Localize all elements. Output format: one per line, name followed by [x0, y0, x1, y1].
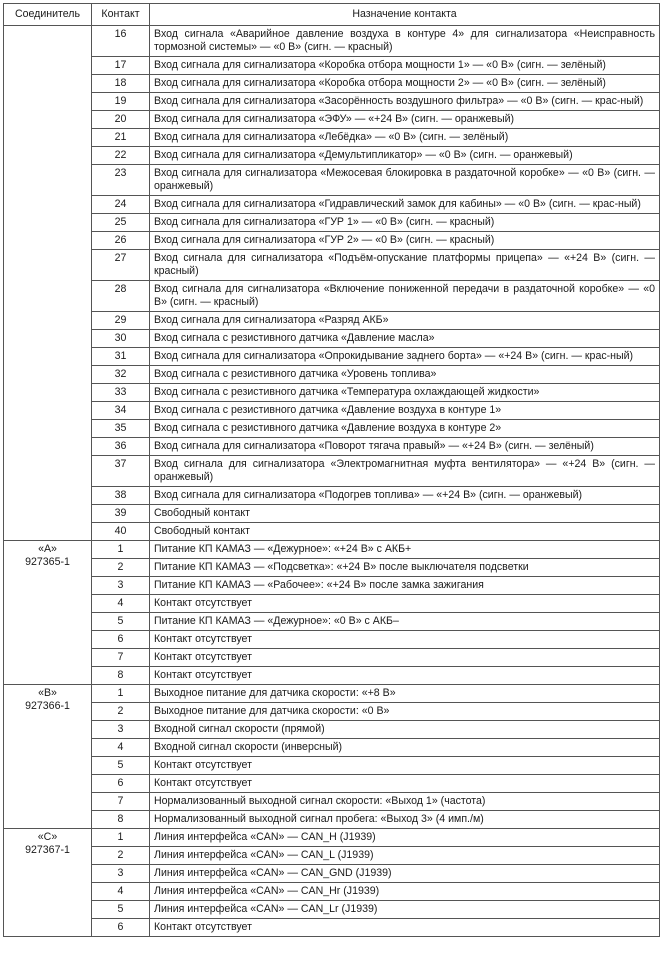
contact-number: 4 — [92, 595, 150, 613]
contact-purpose: Нормализованный выходной сигнал скорости: «Выход 1» (частота) — [150, 793, 660, 811]
table-row — [4, 330, 660, 348]
table-row — [4, 505, 660, 523]
contact-purpose: Входной сигнал скорости (прямой) — [150, 721, 660, 739]
table-row — [4, 775, 660, 793]
contact-purpose: Контакт отсутствует — [150, 649, 660, 667]
table-row — [4, 147, 660, 165]
contact-purpose: Питание КП КАМАЗ — «Подсветка»: «+24 В» после выключателя подсветки — [150, 559, 660, 577]
table-row — [4, 75, 660, 93]
contact-number: 6 — [92, 631, 150, 649]
contact-purpose: Вход сигнала для сигнализатора «ГУР 2» — «0 В» (сигн. — красный) — [150, 232, 660, 250]
table-row — [4, 811, 660, 829]
table-row — [4, 577, 660, 595]
header-purpose: Назначение контакта — [150, 4, 660, 26]
table-row — [4, 384, 660, 402]
table-row — [4, 685, 660, 703]
contact-purpose: Вход сигнала для сигнализатора «Поворот тягача правый» — «+24 В» (сигн. — зелёный) — [150, 438, 660, 456]
contact-purpose: Вход сигнала для сигнализатора «Засорённость воздушного фильтра» — «0 В» (сигн. — крас-ный) — [150, 93, 660, 111]
header-row — [4, 4, 660, 26]
contact-number: 35 — [92, 420, 150, 438]
contact-number: 3 — [92, 721, 150, 739]
contact-number: 28 — [92, 281, 150, 312]
contact-purpose: Свободный контакт — [150, 505, 660, 523]
contact-number: 29 — [92, 312, 150, 330]
contact-number: 8 — [92, 667, 150, 685]
contact-number: 36 — [92, 438, 150, 456]
contact-purpose: Линия интерфейса «CAN» — CAN_L (J1939) — [150, 847, 660, 865]
table-row — [4, 739, 660, 757]
table-row — [4, 281, 660, 312]
contact-number: 2 — [92, 703, 150, 721]
table-row — [4, 93, 660, 111]
contact-number: 3 — [92, 865, 150, 883]
table-row — [4, 402, 660, 420]
contact-number: 26 — [92, 232, 150, 250]
table-row — [4, 793, 660, 811]
contact-number: 17 — [92, 57, 150, 75]
table-row — [4, 250, 660, 281]
contact-number: 27 — [92, 250, 150, 281]
table-row — [4, 348, 660, 366]
contact-purpose: Выходное питание для датчика скорости: «+8 В» — [150, 685, 660, 703]
contact-purpose: Нормализованный выходной сигнал пробега: «Выход 3» (4 имп./м) — [150, 811, 660, 829]
table-row — [4, 196, 660, 214]
table-row — [4, 523, 660, 541]
table-row — [4, 919, 660, 937]
contact-purpose: Свободный контакт — [150, 523, 660, 541]
contact-number: 23 — [92, 165, 150, 196]
contact-purpose: Вход сигнала для сигнализатора «Коробка отбора мощности 2» — «0 В» (сигн. — зелёный) — [150, 75, 660, 93]
contact-number: 31 — [92, 348, 150, 366]
contact-purpose: Вход сигнала с резистивного датчика «Давление воздуха в контуре 1» — [150, 402, 660, 420]
contact-number: 2 — [92, 559, 150, 577]
table-row — [4, 541, 660, 559]
connector-cell — [4, 541, 92, 685]
table-row — [4, 366, 660, 384]
contact-purpose: Вход сигнала для сигнализатора «Электромагнитная муфта вентилятора» — «+24 В» (сигн. — оранжевый) — [150, 456, 660, 487]
contact-purpose: Контакт отсутствует — [150, 595, 660, 613]
table-row — [4, 829, 660, 847]
table-row — [4, 129, 660, 147]
table-row — [4, 703, 660, 721]
contact-purpose: Входной сигнал скорости (инверсный) — [150, 739, 660, 757]
pin-assignment-table — [3, 3, 660, 937]
table-row — [4, 667, 660, 685]
contact-number: 34 — [92, 402, 150, 420]
table-row — [4, 559, 660, 577]
table-row — [4, 487, 660, 505]
table-row — [4, 57, 660, 75]
table-row — [4, 214, 660, 232]
contact-purpose: Контакт отсутствует — [150, 667, 660, 685]
table-row — [4, 901, 660, 919]
contact-purpose: Вход сигнала для сигнализатора «ГУР 1» — «0 В» (сигн. — красный) — [150, 214, 660, 232]
contact-number: 33 — [92, 384, 150, 402]
contact-purpose: Контакт отсутствует — [150, 775, 660, 793]
contact-number: 2 — [92, 847, 150, 865]
connector-cell — [4, 26, 92, 541]
contact-number: 30 — [92, 330, 150, 348]
contact-number: 4 — [92, 739, 150, 757]
contact-purpose: Линия интерфейса «CAN» — CAN_Hr (J1939) — [150, 883, 660, 901]
contact-purpose: Вход сигнала для сигнализатора «Включение пониженной передачи в раздаточной коробке» — «0 В» (сигн. — красный) — [150, 281, 660, 312]
connector-label: «А» — [38, 543, 57, 555]
contact-number: 37 — [92, 456, 150, 487]
contact-number: 1 — [92, 541, 150, 559]
connector-label: «В» — [38, 687, 57, 699]
table-row — [4, 420, 660, 438]
contact-number: 38 — [92, 487, 150, 505]
table-body — [4, 26, 660, 937]
contact-purpose: Линия интерфейса «CAN» — CAN_GND (J1939) — [150, 865, 660, 883]
contact-purpose: Вход сигнала для сигнализатора «ЭФУ» — «+24 В» (сигн. — оранжевый) — [150, 111, 660, 129]
contact-purpose: Вход сигнала с резистивного датчика «Температура охлаждающей жидкости» — [150, 384, 660, 402]
contact-purpose: Питание КП КАМАЗ — «Дежурное»: «+24 В» с АКБ+ — [150, 541, 660, 559]
table-row — [4, 456, 660, 487]
contact-number: 8 — [92, 811, 150, 829]
header-contact: Контакт — [92, 4, 150, 26]
contact-number: 19 — [92, 93, 150, 111]
table-row — [4, 883, 660, 901]
contact-purpose: Вход сигнала для сигнализатора «Коробка отбора мощности 1» — «0 В» (сигн. — зелёный) — [150, 57, 660, 75]
connector-part-number: 927367-1 — [25, 844, 70, 856]
table-row — [4, 847, 660, 865]
contact-purpose: Вход сигнала для сигнализатора «Разряд АКБ» — [150, 312, 660, 330]
contact-number: 7 — [92, 649, 150, 667]
contact-number: 25 — [92, 214, 150, 232]
header-connector: Соединитель — [4, 4, 92, 26]
contact-number: 1 — [92, 829, 150, 847]
connector-cell — [4, 685, 92, 829]
table-row — [4, 613, 660, 631]
contact-purpose: Линия интерфейса «CAN» — CAN_H (J1939) — [150, 829, 660, 847]
contact-purpose: Вход сигнала для сигнализатора «Опрокидывание заднего борта» — «+24 В» (сигн. — крас-ный) — [150, 348, 660, 366]
contact-purpose: Вход сигнала с резистивного датчика «Уровень топлива» — [150, 366, 660, 384]
table-row — [4, 631, 660, 649]
contact-number: 20 — [92, 111, 150, 129]
contact-number: 7 — [92, 793, 150, 811]
contact-purpose: Вход сигнала для сигнализатора «Подогрев топлива» — «+24 В» (сигн. — оранжевый) — [150, 487, 660, 505]
contact-number: 3 — [92, 577, 150, 595]
contact-number: 32 — [92, 366, 150, 384]
contact-purpose: Вход сигнала для сигнализатора «Демультипликатор» — «0 В» (сигн. — оранжевый) — [150, 147, 660, 165]
table-row — [4, 165, 660, 196]
contact-purpose: Контакт отсутствует — [150, 631, 660, 649]
contact-purpose: Вход сигнала для сигнализатора «Подъём-опускание платформы прицепа» — «+24 В» (сигн. — красный) — [150, 250, 660, 281]
table-row — [4, 595, 660, 613]
table-row — [4, 649, 660, 667]
contact-number: 6 — [92, 775, 150, 793]
contact-number: 24 — [92, 196, 150, 214]
contact-purpose: Линия интерфейса «CAN» — CAN_Lr (J1939) — [150, 901, 660, 919]
table-row — [4, 26, 660, 57]
table-row — [4, 232, 660, 250]
contact-purpose: Выходное питание для датчика скорости: «0 В» — [150, 703, 660, 721]
table-row — [4, 438, 660, 456]
contact-purpose: Контакт отсутствует — [150, 757, 660, 775]
contact-number: 5 — [92, 901, 150, 919]
contact-number: 22 — [92, 147, 150, 165]
contact-number: 21 — [92, 129, 150, 147]
table-row — [4, 721, 660, 739]
contact-purpose: Вход сигнала «Аварийное давление воздуха в контуре 4» для сигнализатора «Неисправность тормозной системы» — «0 В» (сигн. — красный) — [150, 26, 660, 57]
contact-purpose: Питание КП КАМАЗ — «Рабочее»: «+24 В» после замка зажигания — [150, 577, 660, 595]
contact-number: 16 — [92, 26, 150, 57]
contact-number: 18 — [92, 75, 150, 93]
table-row — [4, 312, 660, 330]
contact-purpose: Вход сигнала с резистивного датчика «Давление масла» — [150, 330, 660, 348]
contact-purpose: Вход сигнала для сигнализатора «Лебёдка» — «0 В» (сигн. — зелёный) — [150, 129, 660, 147]
contact-number: 1 — [92, 685, 150, 703]
contact-number: 6 — [92, 919, 150, 937]
table-row — [4, 111, 660, 129]
contact-purpose: Вход сигнала с резистивного датчика «Давление воздуха в контуре 2» — [150, 420, 660, 438]
connector-label: «С» — [37, 831, 58, 843]
contact-number: 5 — [92, 613, 150, 631]
connector-part-number: 927366-1 — [25, 700, 70, 712]
connector-part-number: 927365-1 — [25, 556, 70, 568]
connector-cell — [4, 829, 92, 937]
contact-number: 40 — [92, 523, 150, 541]
contact-number: 5 — [92, 757, 150, 775]
table-row — [4, 865, 660, 883]
contact-purpose: Контакт отсутствует — [150, 919, 660, 937]
contact-purpose: Вход сигнала для сигнализатора «Межосевая блокировка в раздаточной коробке» — «0 В» (сигн. — оранжевый) — [150, 165, 660, 196]
contact-purpose: Вход сигнала для сигнализатора «Гидравлический замок для кабины» — «0 В» (сигн. — крас-ный) — [150, 196, 660, 214]
table-row — [4, 757, 660, 775]
contact-number: 39 — [92, 505, 150, 523]
contact-purpose: Питание КП КАМАЗ — «Дежурное»: «0 В» с АКБ– — [150, 613, 660, 631]
contact-number: 4 — [92, 883, 150, 901]
